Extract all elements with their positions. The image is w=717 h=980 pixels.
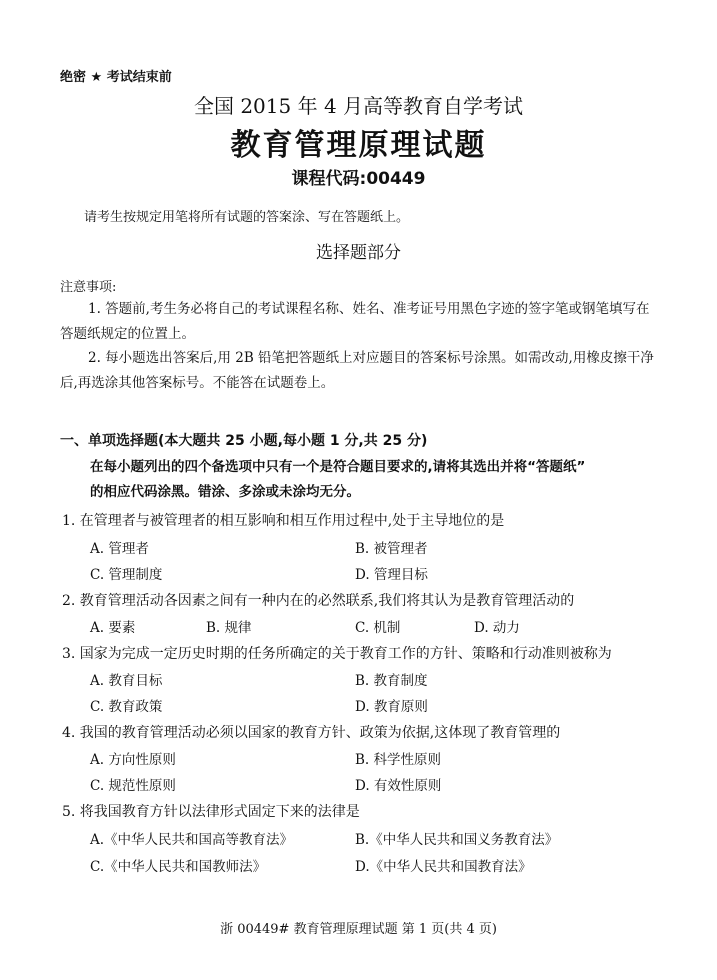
exam-name: 全国 2015 年 4 月高等教育自学考试: [193, 94, 524, 118]
question-2-option-a: A. 要素: [90, 620, 136, 636]
confidentiality-label: 绝密 ★ 考试结束前: [60, 70, 172, 85]
question-5-option-b: B.《中华人民共和国义务教育法》: [355, 832, 559, 848]
note-item-2: 2. 每小题选出答案后,用 2B 铅笔把答题纸上对应题目的答案标号涂黑。如需改动,用橡皮擦干净后,再选涂其他答案标号。不能答在试题卷上。: [60, 350, 654, 391]
section-title: 选择题部分: [316, 243, 401, 263]
question-4-option-c: C. 规范性原则: [90, 778, 176, 794]
notes-heading: 注意事项:: [60, 280, 117, 295]
question-1-option-a: A. 管理者: [90, 541, 149, 557]
question-2-option-c: C. 机制: [355, 620, 401, 636]
page-footer: 浙 00449# 教育管理原理试题 第 1 页(共 4 页): [220, 922, 497, 937]
question-1-stem: 1. 在管理者与被管理者的相互影响和相互作用过程中,处于主导地位的是: [62, 513, 505, 529]
part-one-note-line1: 在每小题列出的四个备选项中只有一个是符合题目要求的,请将其选出并将“答题纸”: [90, 459, 586, 475]
question-2-option-d: D. 动力: [474, 620, 520, 636]
question-5-option-a: A.《中华人民共和国高等教育法》: [90, 832, 294, 848]
general-instruction: 请考生按规定用笔将所有试题的答案涂、写在答题纸上。: [84, 210, 410, 225]
question-4-option-a: A. 方向性原则: [90, 752, 176, 768]
question-3-option-d: D. 教育原则: [355, 699, 428, 715]
question-3-option-a: A. 教育目标: [90, 673, 163, 689]
question-4-option-b: B. 科学性原则: [355, 752, 442, 768]
paper-title: 教育管理原理试题: [230, 128, 487, 163]
course-code: 课程代码:00449: [291, 169, 426, 189]
part-one-heading: 一、单项选择题(本大题共 25 小题,每小题 1 分,共 25 分): [60, 433, 428, 449]
note-item-1: 1. 答题前,考生务必将自己的考试课程名称、姓名、准考证号用黑色字迹的签字笔或钢笔填写在答题纸规定的位置上。: [60, 301, 650, 342]
question-1-option-c: C. 管理制度: [90, 567, 163, 583]
question-4-stem: 4. 我国的教育管理活动必须以国家的教育方针、政策为依据,这体现了教育管理的: [62, 725, 561, 741]
part-one-note-line2: 的相应代码涂黑。错涂、多涂或未涂均无分。: [90, 484, 360, 500]
question-3-stem: 3. 国家为完成一定历史时期的任务所确定的关于教育工作的方针、策略和行动准则被称为: [62, 646, 612, 662]
question-3-option-c: C. 教育政策: [90, 699, 163, 715]
question-1-option-d: D. 管理目标: [355, 567, 428, 583]
question-5-stem: 5. 将我国教育方针以法律形式固定下来的法律是: [62, 804, 360, 820]
question-5-option-d: D.《中华人民共和国教育法》: [355, 859, 532, 875]
question-3-option-b: B. 教育制度: [355, 673, 428, 689]
question-1-option-b: B. 被管理者: [355, 541, 428, 557]
question-2-option-b: B. 规律: [206, 620, 252, 636]
question-4-option-d: D. 有效性原则: [355, 778, 442, 794]
question-5-option-c: C.《中华人民共和国教师法》: [90, 859, 267, 875]
question-2-stem: 2. 教育管理活动各因素之间有一种内在的必然联系,我们将其认为是教育管理活动的: [62, 593, 575, 609]
